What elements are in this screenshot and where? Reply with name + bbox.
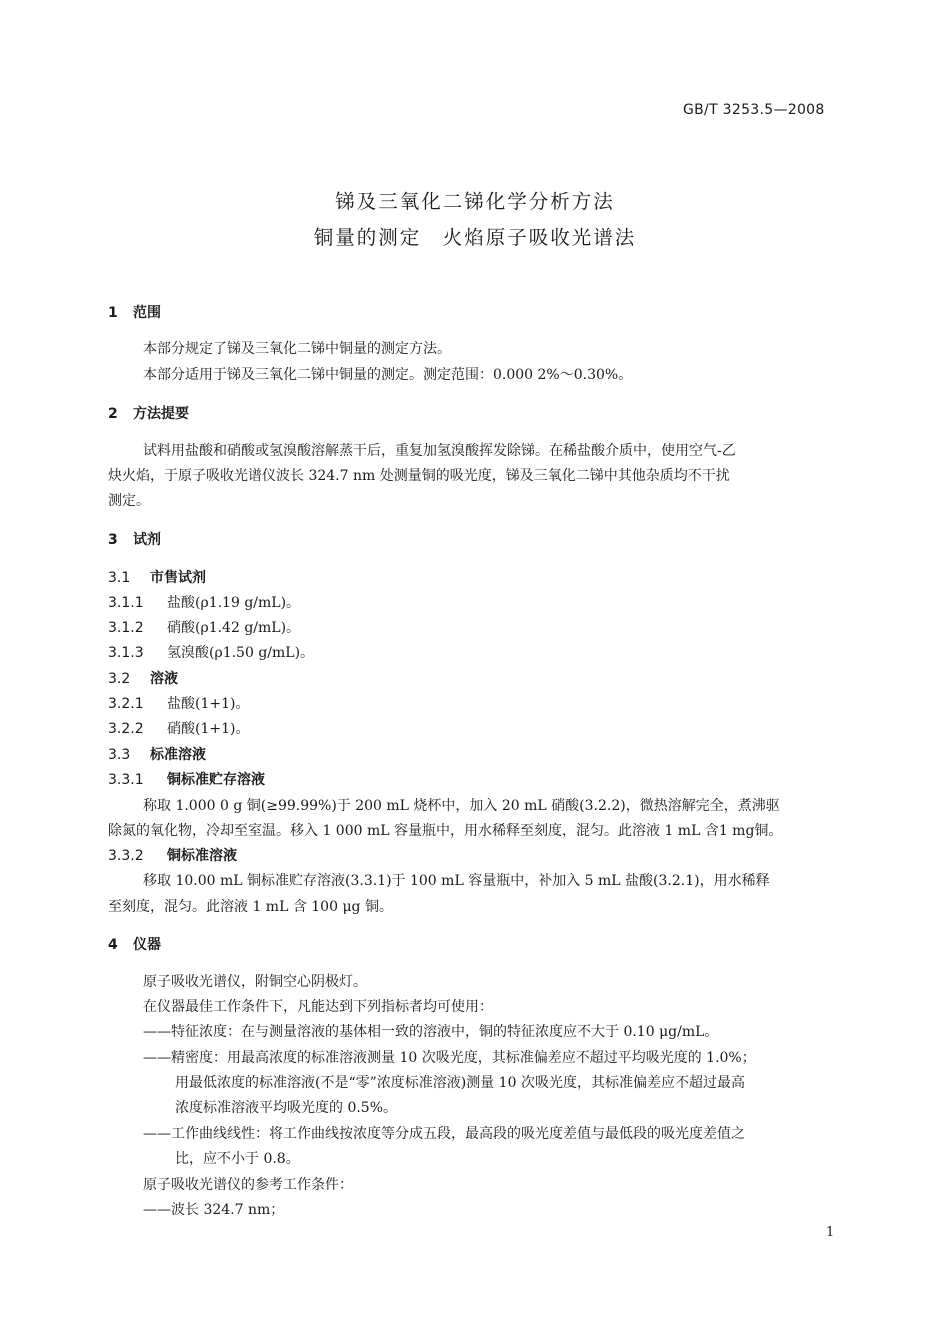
paragraph: 原子吸收光谱仪，附铜空心阴极灯。 xyxy=(143,974,367,990)
subsection-3-3-heading xyxy=(108,744,206,764)
item-text: 盐酸(ρ1.19 g/mL)。 xyxy=(167,595,301,611)
paragraph-line: 称取 1.000 0 g 铜(≥99.99%)于 200 mL 烧杯中，加入 20 mL 硝酸(3.2.2)，微热溶解完全，煮沸驱 xyxy=(143,798,780,814)
paragraph-line: 试料用盐酸和硝酸或氢溴酸溶解蒸干后，重复加氢溴酸挥发除锑。在稀盐酸介质中，使用空气-乙 xyxy=(143,443,736,459)
item-number: 3.1.1 xyxy=(108,595,144,611)
section-title: 方法提要 xyxy=(133,406,189,422)
paragraph-line: 至刻度，混匀。此溶液 1 mL 含 100 μg 铜。 xyxy=(108,899,393,915)
section-title: 试剂 xyxy=(133,532,161,548)
section-2-heading xyxy=(108,403,189,423)
list-item xyxy=(108,642,314,662)
section-1-heading xyxy=(108,302,161,322)
dash-list-continuation: 比，应不小于 0.8。 xyxy=(175,1151,300,1167)
item-title: 铜标准贮存溶液 xyxy=(167,772,265,788)
item-3-3-1-heading xyxy=(108,769,265,789)
subsection-number: 3.3 xyxy=(108,747,131,763)
dash-list-continuation: 用最低浓度的标准溶液(不是“零”浓度标准溶液)测量 10 次吸光度，其标准偏差应不超过最高 xyxy=(175,1075,745,1091)
subsection-3-1-heading xyxy=(108,567,206,587)
item-number: 3.2.1 xyxy=(108,696,144,712)
dash-list-item: ——波长 324.7 nm； xyxy=(143,1202,285,1218)
paragraph: 本部分适用于锑及三氧化二锑中铜量的测定。测定范围：0.000 2%～0.30%。 xyxy=(143,367,633,383)
item-text: 硝酸(ρ1.42 g/mL)。 xyxy=(167,620,301,636)
dash-list-continuation: 浓度标准溶液平均吸光度的 0.5%。 xyxy=(175,1100,398,1116)
section-number: 1 xyxy=(108,305,118,321)
list-item xyxy=(108,718,249,738)
section-number: 4 xyxy=(108,937,118,953)
section-title: 范围 xyxy=(133,305,161,321)
paragraph: 原子吸收光谱仪的参考工作条件： xyxy=(143,1177,353,1193)
item-number: 3.1.2 xyxy=(108,620,144,636)
list-item xyxy=(108,693,249,713)
dash-list-item: ——工作曲线线性：将工作曲线按浓度等分成五段，最高段的吸光度差值与最低段的吸光度差值之 xyxy=(143,1126,745,1142)
list-item xyxy=(108,592,300,612)
item-title: 铜标准溶液 xyxy=(167,848,237,864)
subsection-number: 3.1 xyxy=(108,570,131,586)
page-number: 1 xyxy=(826,1225,835,1240)
section-4-heading xyxy=(108,934,161,954)
item-number: 3.1.3 xyxy=(108,645,144,661)
standard-number: GB/T 3253.5—2008 xyxy=(683,102,825,118)
item-number: 3.2.2 xyxy=(108,721,144,737)
subsection-title: 溶液 xyxy=(150,671,178,687)
section-3-heading xyxy=(108,529,161,549)
item-text: 盐酸(1+1)。 xyxy=(167,696,250,712)
item-3-3-2-heading xyxy=(108,845,237,865)
paragraph-line: 测定。 xyxy=(108,493,150,509)
subsection-title: 标准溶液 xyxy=(150,747,206,763)
paragraph: 在仪器最佳工作条件下，凡能达到下列指标者均可使用： xyxy=(143,999,493,1015)
section-number: 2 xyxy=(108,406,118,422)
subsection-title: 市售试剂 xyxy=(150,570,206,586)
item-number: 3.3.2 xyxy=(108,848,144,864)
paragraph-line: 移取 10.00 mL 铜标准贮存溶液(3.3.1)于 100 mL 容量瓶中，补加入 5 mL 盐酸(3.2.1)，用水稀释 xyxy=(143,873,770,889)
paragraph-line: 除氮的氧化物，冷却至室温。移入 1 000 mL 容量瓶中，用水稀释至刻度，混匀。此溶液 1 mL 含1 mg铜。 xyxy=(108,823,783,839)
subsection-3-2-heading xyxy=(108,668,178,688)
item-text: 氢溴酸(ρ1.50 g/mL)。 xyxy=(167,645,315,661)
list-item xyxy=(108,617,300,637)
section-number: 3 xyxy=(108,532,118,548)
paragraph: 本部分规定了锑及三氧化二锑中铜量的测定方法。 xyxy=(143,341,451,357)
document-title-line-2: 铜量的测定 火焰原子吸收光谱法 xyxy=(313,226,637,249)
section-title: 仪器 xyxy=(133,937,161,953)
item-text: 硝酸(1+1)。 xyxy=(167,721,250,737)
dash-list-item: ——特征浓度：在与测量溶液的基体相一致的溶液中，铜的特征浓度应不大于 0.10 μg/mL。 xyxy=(143,1024,719,1040)
item-number: 3.3.1 xyxy=(108,772,144,788)
paragraph-line: 炔火焰，于原子吸收光谱仪波长 324.7 nm 处测量铜的吸光度，锑及三氧化二锑中其他杂质均不干扰 xyxy=(108,468,730,484)
document-title-line-1: 锑及三氧化二锑化学分析方法 xyxy=(335,190,615,213)
dash-list-item: ——精密度：用最高浓度的标准溶液测量 10 次吸光度，其标准偏差应不超过平均吸光度的 1.0%； xyxy=(143,1050,756,1066)
subsection-number: 3.2 xyxy=(108,671,131,687)
